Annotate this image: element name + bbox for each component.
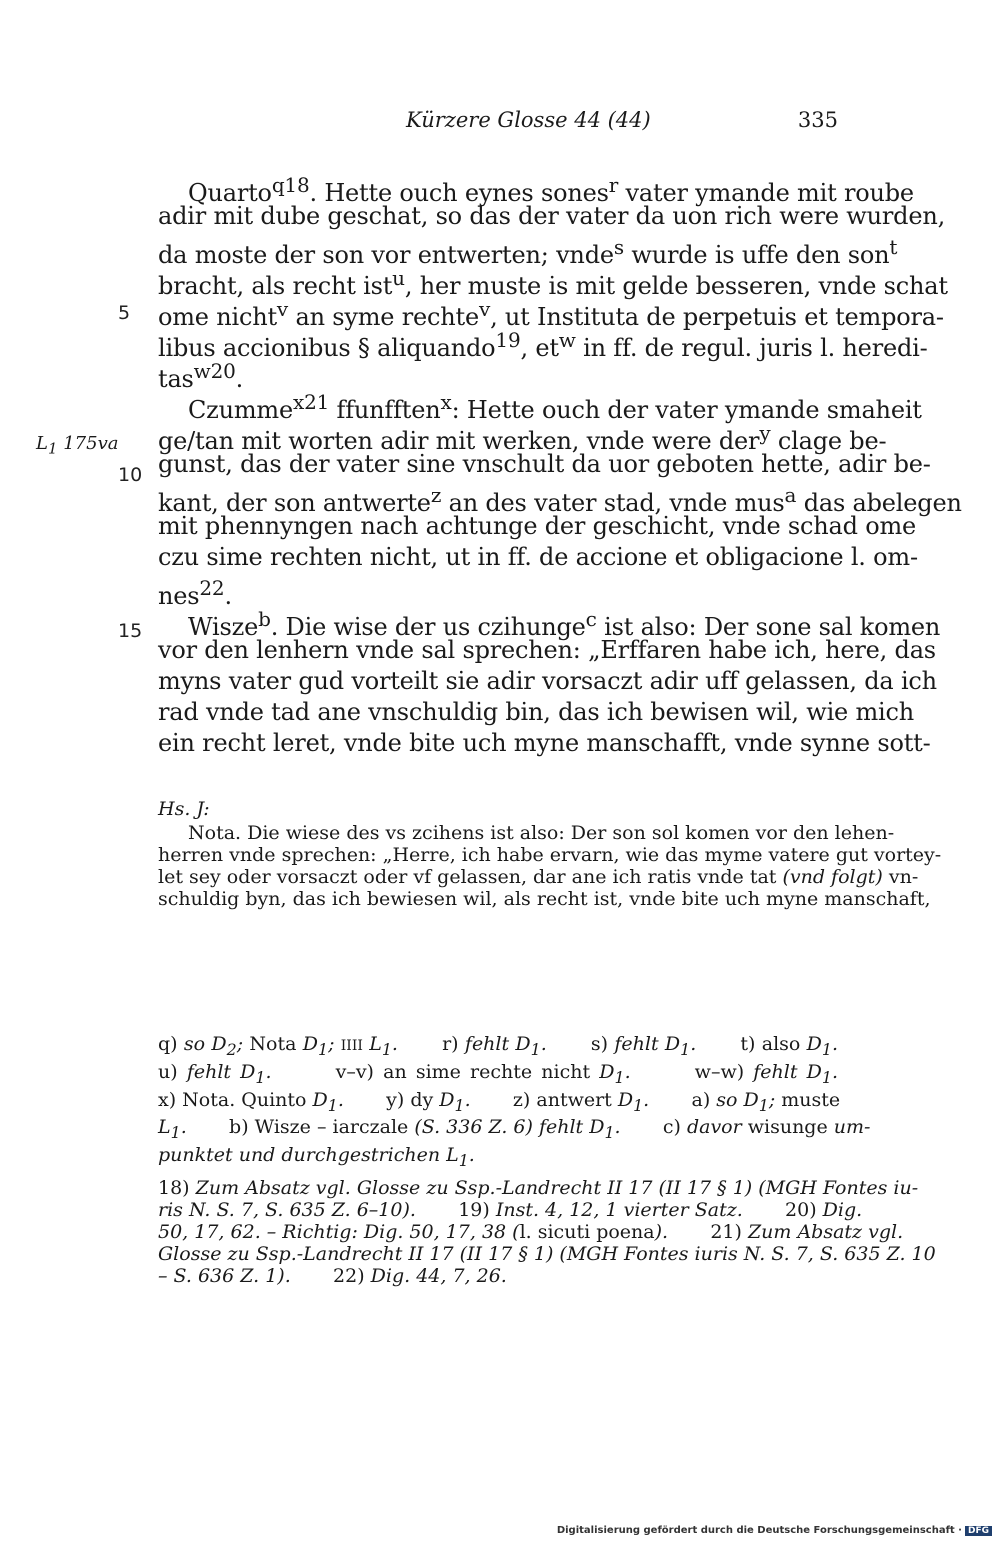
- source-line: 18) Zum Absatz vgl. Glosse zu Ssp.-Landrecht II 17 (II 17 § 1) (MGH Fontes iu-: [158, 1177, 919, 1199]
- text-line: Czumme$^{x21}$ ffunfften$^x$: Hette ouch der vater ymande smaheit: [188, 390, 922, 424]
- text-line: bracht, als recht ist$^u$, her muste is mit gelde besseren, vnde schat: [158, 266, 948, 300]
- source-line: 50, 17, 62. – Richtig: Dig. 50, 17, 38 (l. sicuti poena). 21) Zum Absatz vgl.: [158, 1221, 904, 1243]
- apparatus-line: $L_1$. b) Wisze – iarczale (S. 336 Z. 6) fehlt $D_1$. c) davor wisunge um-: [158, 1116, 871, 1143]
- text-line: adir mit dube geschat, so das der vater da uon rich were wurden,: [158, 202, 946, 230]
- critical-apparatus: [158, 1033, 871, 1172]
- text-line: libus accionibus § aliquando$^{19}$, $et^w$ in ff. de regul. juris l. heredi-: [158, 328, 928, 362]
- source-line: Glosse zu Ssp.-Landrecht II 17 (II 17 § 1) (MGH Fontes iuris N. S. 7, S. 635 Z. 10: [158, 1243, 936, 1265]
- text-line: Quarto$^{q18}$. Hette ouch eynes sones$^r$ vater ymande mit roube: [188, 173, 914, 207]
- text-line: ome nicht$^v$ an syme rechte$^v$, ut Instituta de perpetuis et tempora-: [158, 297, 944, 331]
- apparatus-line: u) fehlt $D_1$. v–v) an sime rechte nicht $D_1$. w–w) fehlt $D_1$.: [158, 1060, 838, 1087]
- main-text: [158, 170, 962, 759]
- source-line: ris N. S. 7, S. 635 Z. 6–10). 19) Inst. 4, 12, 1 vierter Satz. 20) Dig.: [158, 1199, 863, 1221]
- text-line: ein recht leret, vnde bite uch myne manschafft, vnde synne sott-: [158, 729, 931, 757]
- digitization-credit: [557, 1525, 992, 1536]
- text-line: kant, der son antwerte$^z$ an des vater stad, vnde mus$^a$ das abelegen: [158, 483, 962, 517]
- margin-note: $L_1$ 175va: [36, 433, 119, 458]
- text-line: tas$^{w20}$.: [158, 359, 244, 393]
- text-line: mit phennyngen nach achtunge der geschicht, vnde schad ome: [158, 512, 917, 540]
- text-line: vor den lenhern vnde sal sprechen: „Erffaren habe ich, here, das: [158, 636, 936, 664]
- manuscript-line: Nota. Die wiese des vs zcihens ist also: Der son sol komen vor den lehen-: [188, 822, 895, 844]
- line-number: 10: [118, 464, 143, 486]
- line-number: 15: [118, 620, 143, 642]
- text-line: gunst, das der vater sine vnschult da uor geboten hette, adir be-: [158, 450, 931, 478]
- manuscript-line: herren vnde sprechen: „Herre, ich habe ervarn, wie das myme vatere gut vortey-: [158, 844, 942, 866]
- running-title: Kürzere Glosse 44 (44): [406, 108, 651, 132]
- apparatus-line: punktet und durchgestrichen $L_1$.: [158, 1144, 475, 1170]
- source-notes: [158, 1177, 936, 1287]
- manuscript-label: Hs. J:: [158, 798, 210, 820]
- text-line: rad vnde tad ane vnschuldig bin, das ich bewisen wil, wie mich: [158, 698, 915, 726]
- text-line: nes$^{22}$.: [158, 576, 232, 610]
- line-number: 5: [118, 302, 131, 324]
- text-line: da moste der son vor entwerten; vnde$^s$ wurde is uffe den son$^t$: [158, 235, 898, 269]
- apparatus-line: q) so $D_2$; Nota $D_1$; IIII $L_1$. r) fehlt $D_1$. s) fehlt $D_1$. t) also $D_1$.: [158, 1033, 839, 1059]
- credit-text: Digitalisierung gefördert durch die Deutsche Forschungsgemeinschaft ·: [556, 1525, 962, 1536]
- apparatus-line: x) Nota. Quinto $D_1$. y) dy $D_1$. z) antwert $D_1$. a) so $D_1$; muste: [158, 1088, 841, 1115]
- text-line: myns vater gud vorteilt sie adir vorsaczt adir uff gelassen, da ich: [158, 667, 937, 695]
- manuscript-j-variant: [158, 798, 942, 910]
- source-line: – S. 636 Z. 1). 22) Dig. 44, 7, 26.: [158, 1265, 507, 1287]
- manuscript-line: let sey oder vorsaczt oder vf gelassen, dar ane ich ratis vnde tat (vnd folgt) vn-: [158, 866, 919, 888]
- manuscript-line: schuldig byn, das ich bewiesen wil, als recht ist, vnde bite uch myne manschaft,: [158, 888, 931, 910]
- text-line: Wisze$^b$. Die wise der us czihunge$^c$ ist also: Der sone sal komen: [188, 607, 941, 641]
- page-header: [158, 108, 838, 138]
- dfg-logo: DFG: [965, 1526, 992, 1536]
- text-line: ge/tan mit worten adir mit werken, vnde were der$^y$ clage be-: [158, 421, 887, 455]
- text-line: czu sime rechten nicht, ut in ff. de accione et obligacione l. om-: [158, 543, 918, 571]
- manuscript-text: [158, 822, 942, 910]
- page-number: 335: [797, 108, 838, 132]
